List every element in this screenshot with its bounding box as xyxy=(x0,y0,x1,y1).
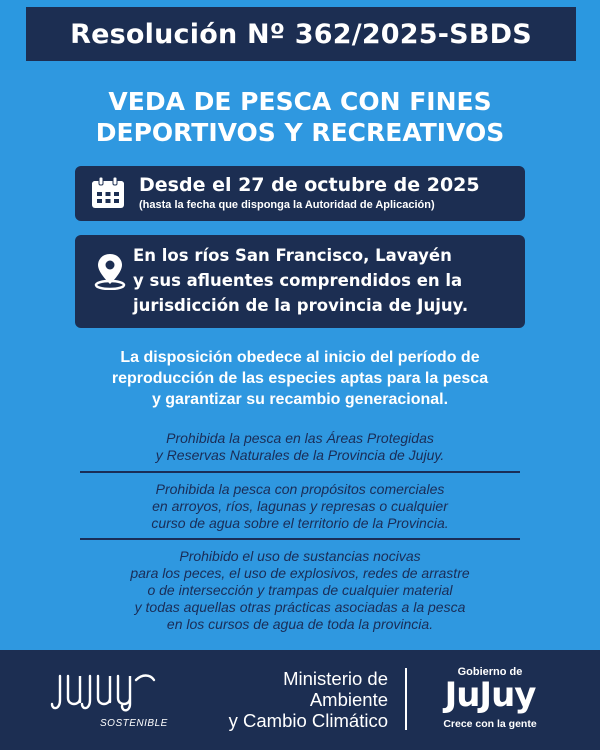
location-text xyxy=(133,243,513,318)
date-box xyxy=(75,166,525,221)
ministry-line-2: Ambiente xyxy=(309,689,388,710)
rule-line: curso de agua sobre el territorio de la Provincia. xyxy=(151,515,449,531)
headline-line-1: VEDA DE PESCA CON FINES xyxy=(108,87,492,116)
government-label: Gobierno de xyxy=(457,666,523,678)
footer xyxy=(0,650,600,750)
rule-line: Prohibida la pesca con propósitos comerciales xyxy=(155,481,445,497)
reason-line-1: La disposición obedece al inicio del período de xyxy=(120,349,480,366)
rule-line: y Reservas Naturales de la Provincia de Jujuy. xyxy=(155,447,445,463)
calendar-icon xyxy=(90,176,126,210)
title-bar xyxy=(26,7,576,61)
reason-line-3: y garantizar su recambio generacional. xyxy=(151,391,449,408)
government-slogan: Crece con la gente xyxy=(443,718,537,730)
location-pin-icon xyxy=(93,252,127,290)
government-logo-text: JuJuy xyxy=(444,675,536,715)
rule-protected-areas xyxy=(80,430,520,464)
rule-line: o de intersección y trampas de cualquier material xyxy=(147,582,453,598)
ministry-name xyxy=(192,668,388,731)
rule-line: y todas aquellas otras prácticas asociadas a la pesca xyxy=(134,599,466,615)
location-line-1: En los ríos San Francisco, Lavayén xyxy=(133,246,452,265)
rule-line: para los peces, el uso de explosivos, redes de arrastre xyxy=(130,565,470,581)
location-box xyxy=(75,235,525,328)
rule-line: en los cursos de agua de toda la provincia. xyxy=(166,616,434,632)
divider xyxy=(80,471,520,473)
footer-divider xyxy=(405,668,407,730)
ministry-line-1: Ministerio de xyxy=(283,668,388,689)
rule-line: en arroyos, ríos, lagunas y represas o cualquier xyxy=(152,498,448,514)
date-sub-text: (hasta la fecha que disponga la Autoridad de Aplicación) xyxy=(139,199,435,211)
location-line-2: y sus afluentes comprendidos en la xyxy=(133,271,463,290)
rule-line: Prohibido el uso de sustancias nocivas xyxy=(179,548,421,564)
resolution-title: Resolución Nº 362/2025-SBDS xyxy=(70,18,532,50)
logo-sostenible-text: SOSTENIBLE xyxy=(100,718,168,729)
rule-harmful-substances xyxy=(80,548,520,633)
reason-paragraph xyxy=(0,347,600,410)
location-line-3: jurisdicción de la provincia de Jujuy. xyxy=(133,296,469,315)
header xyxy=(0,0,600,70)
rule-line: Prohibida la pesca en las Áreas Protegidas xyxy=(166,430,434,446)
headline xyxy=(0,86,600,148)
rule-commercial-fishing xyxy=(80,481,520,532)
date-main-text: Desde el 27 de octubre de 2025 xyxy=(139,174,480,196)
reason-line-2: reproducción de las especies aptas para la pesca xyxy=(111,370,489,387)
headline-line-2: DEPORTIVOS Y RECREATIVOS xyxy=(95,118,505,147)
divider xyxy=(80,538,520,540)
jujuy-sostenible-logo xyxy=(50,668,170,718)
ministry-line-3: y Cambio Climático xyxy=(228,710,388,731)
